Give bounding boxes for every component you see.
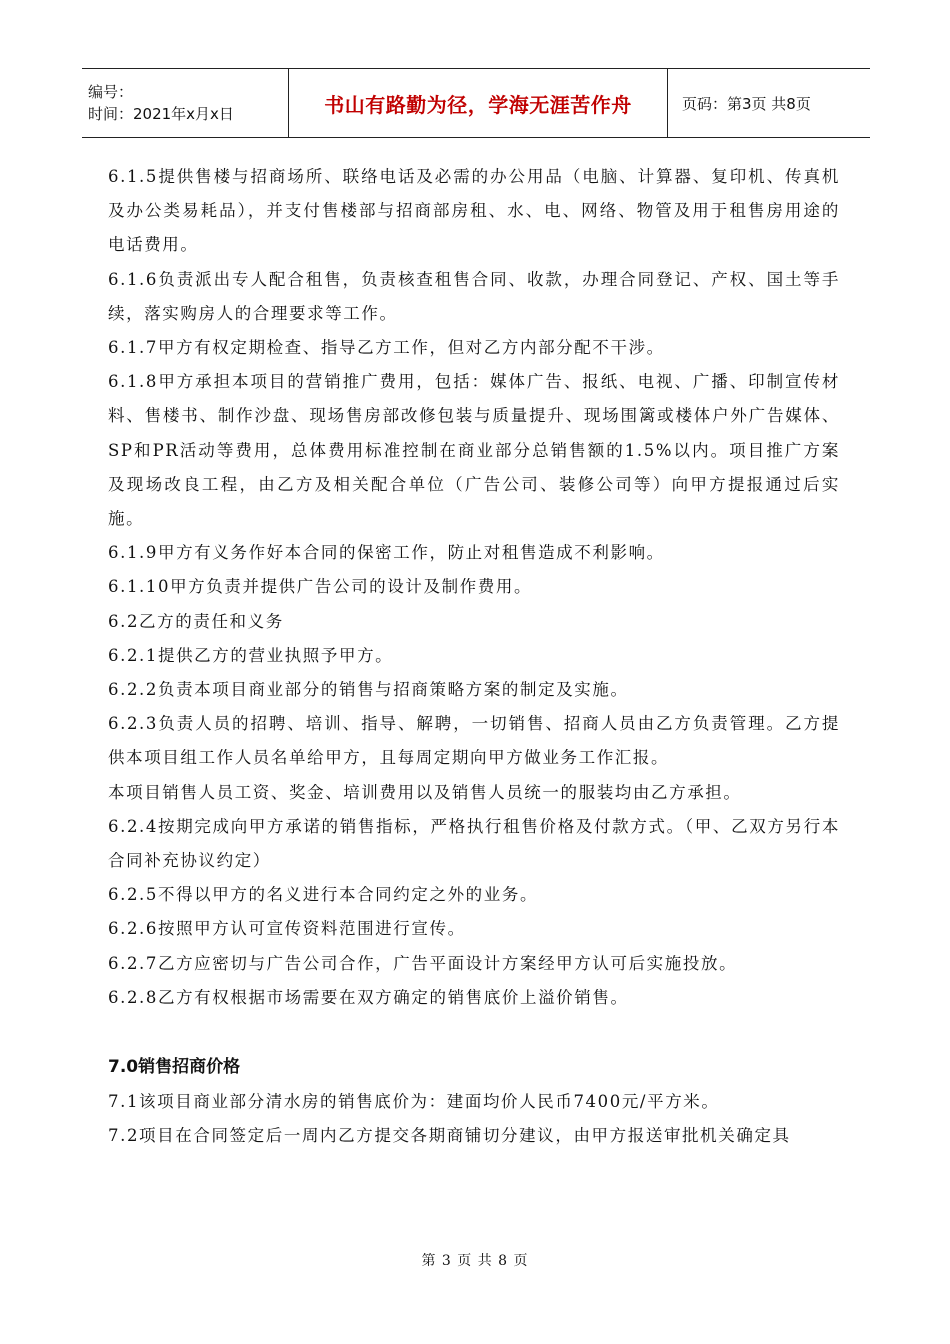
section-gap xyxy=(108,1015,840,1049)
clause-6-1-9: 6.1.9甲方有义务作好本合同的保密工作，防止对租售造成不利影响。 xyxy=(108,543,665,563)
clause-6-2-3: 6.2.3负责人员的招聘、培训、指导、解聘，一切销售、招商人员由乙方负责管理。乙方提供本项目组工作人员名单给甲方，且每周定期向甲方做业务工作汇报。 xyxy=(108,714,840,768)
header-motto: 书山有路勤为径，学海无涯苦作舟 xyxy=(324,92,632,117)
header-motto-cell xyxy=(289,69,668,137)
document-body xyxy=(108,160,840,1153)
page-code-text: 页码：第3页 共8页 xyxy=(682,94,811,113)
clause-6-1-6: 6.1.6负责派出专人配合租售，负责核查租售合同、收款，办理合同登记、产权、国土等手续，落实购房人的合理要求等工作。 xyxy=(108,269,840,323)
clause-6-2-heading: 6.2乙方的责任和义务 xyxy=(108,611,284,631)
clause-6-2-1: 6.2.1提供乙方的营业执照予甲方。 xyxy=(108,645,394,665)
footer-page-number: 第 3 页 共 8 页 xyxy=(421,1253,529,1269)
clause-6-2-6: 6.2.6按照甲方认可宣传资料范围进行宣传。 xyxy=(108,919,466,939)
page-footer xyxy=(0,1250,950,1270)
clause-6-2-7: 6.2.7乙方应密切与广告公司合作，广告平面设计方案经甲方认可后实施投放。 xyxy=(108,953,738,973)
clause-6-2-3-note: 本项目销售人员工资、奖金、培训费用以及销售人员统一的服装均由乙方承担。 xyxy=(108,782,742,802)
clause-7-1: 7.1该项目商业部分清水房的销售底价为：建面均价人民币7400元/平方米。 xyxy=(108,1092,720,1112)
header-page-code xyxy=(668,69,870,137)
clause-6-2-2: 6.2.2负责本项目商业部分的销售与招商策略方案的制定及实施。 xyxy=(108,680,629,700)
header-meta xyxy=(82,69,289,137)
clause-6-1-10: 6.1.10甲方负责并提供广告公司的设计及制作费用。 xyxy=(108,577,533,597)
page-header xyxy=(82,68,870,138)
clause-6-2-8: 6.2.8乙方有权根据市场需要在双方确定的销售底价上溢价销售。 xyxy=(108,987,629,1007)
clause-6-1-7: 6.1.7甲方有权定期检查、指导乙方工作，但对乙方内部分配不干涉。 xyxy=(108,338,665,358)
document-date-label: 时间：2021年x月x日 xyxy=(88,105,234,123)
clause-6-1-5: 6.1.5提供售楼与招商场所、联络电话及必需的办公用品（电脑、计算器、复印机、传真机及办公类易耗品），并支付售楼部与招商部房租、水、电、网络、物管及用于租售房用途的电话费用。 xyxy=(108,167,840,255)
clause-6-2-4: 6.2.4按期完成向甲方承诺的销售指标，严格执行租售价格及付款方式。（甲、乙双方另行本合同补充协议约定） xyxy=(108,816,840,871)
clause-7-2: 7.2项目在合同签定后一周内乙方提交各期商铺切分建议，由甲方报送审批机关确定具 xyxy=(108,1126,791,1146)
section-7-title: 7.0销售招商价格 xyxy=(108,1057,241,1078)
clause-6-2-5: 6.2.5不得以甲方的名义进行本合同约定之外的业务。 xyxy=(108,885,539,905)
clause-6-1-8: 6.1.8甲方承担本项目的营销推广费用，包括：媒体广告、报纸、电视、广播、印制宣传材料、售楼书、制作沙盘、现场售房部改修包装与质量提升、现场围篱或楼体户外广告媒体、SP和PR活动等费用，总体费用标准控制在商业部分总销售额的1.5%以内。项目推广方案及现场改良工程，由乙方及相关配合单位（广告公司、装修公司等）向甲方提报通过后实施。 xyxy=(108,372,840,529)
document-number-label: 编号： xyxy=(88,83,134,101)
